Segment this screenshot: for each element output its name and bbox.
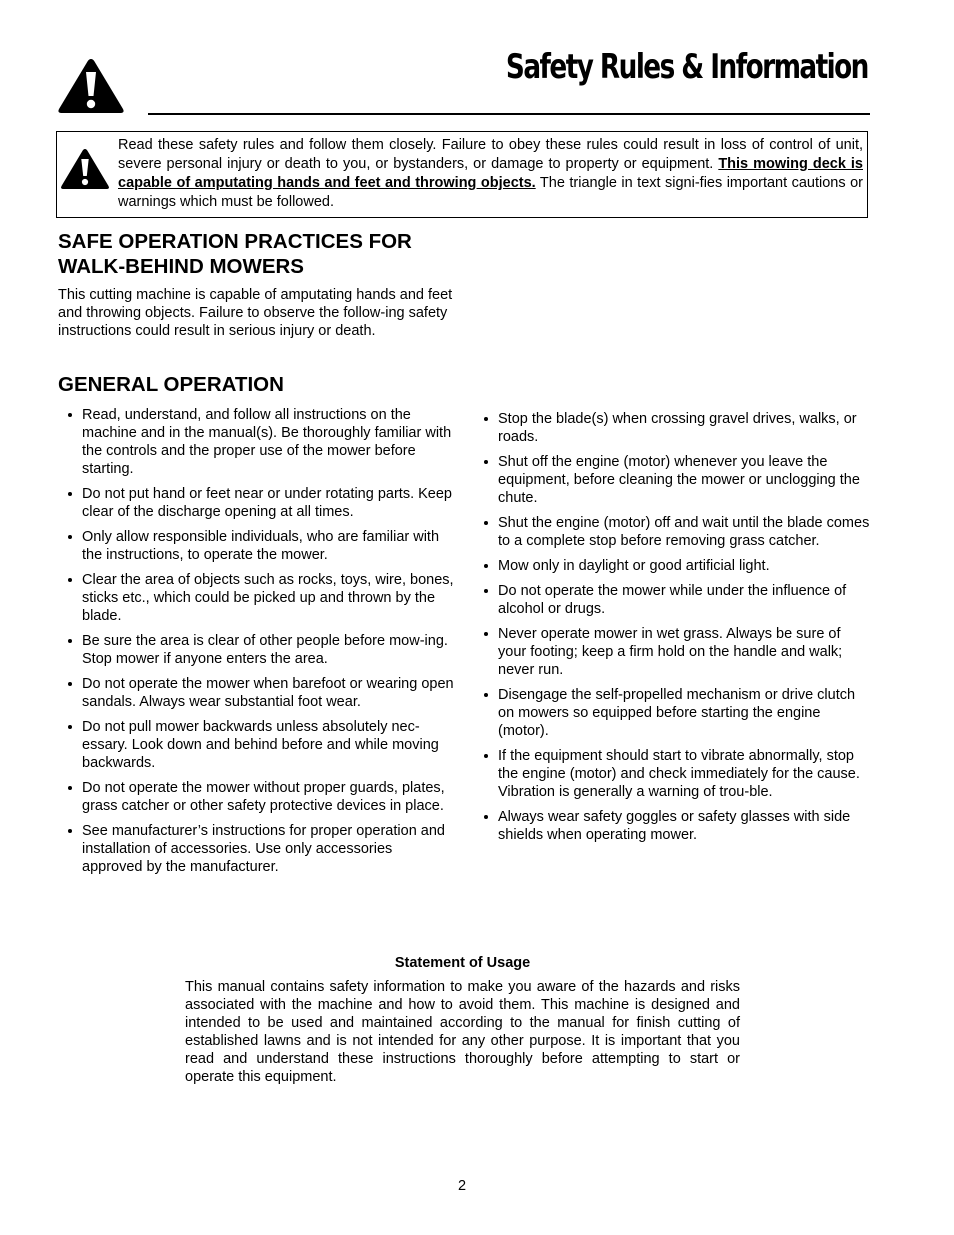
list-item: Never operate mower in wet grass. Always be sure of your footing; keep a firm hold on the handle and walk; never run.	[484, 625, 870, 679]
warning-triangle-icon	[59, 146, 111, 192]
list-item: Shut off the engine (motor) whenever you leave the equipment, before cleaning the mower or unclogging the chute.	[484, 453, 870, 507]
list-item: Disengage the self-propelled mechanism or drive clutch on mowers so equipped before starting the engine (motor).	[484, 686, 870, 740]
list-item: See manufacturer’s instructions for proper operation and installation of accessories. Use only accessories approved by the manufacturer.	[68, 822, 454, 876]
list-item: Clear the area of objects such as rocks, toys, wire, bones, sticks etc., which could be picked up and thrown by the blade.	[68, 571, 454, 625]
warning-emphasis: This mowing deck is capable of amputating hands and feet and throwing objects.	[118, 156, 863, 191]
header-rule	[148, 113, 870, 115]
list-item: If the equipment should start to vibrate abnormally, stop the engine (motor) and check immediately for the cause. Vibration is generally a warning of trou-ble.	[484, 747, 870, 801]
list-item: Only allow responsible individuals, who are familiar with the instructions, to operate the mower.	[68, 528, 454, 564]
warning-text	[118, 136, 863, 212]
statement-body: This manual contains safety information to make you aware of the hazards and risks associated with the machine and how to avoid them. This machine is designed and intended to be used and maintained according to the manual for finish cutting of established lawns and is not intended for any other purpose. It is important that you read and understand these instructions thoroughly before attempting to start or operate this equipment.	[185, 979, 740, 1085]
list-item: Do not operate the mower while under the influence of alcohol or drugs.	[484, 582, 870, 618]
warning-triangle-icon	[56, 56, 126, 116]
statement-title: Statement of Usage	[394, 955, 531, 971]
warning-text-end: The triangle in text signi-fies important cautions or warnings which must be followed.	[118, 175, 863, 210]
list-item: Be sure the area is clear of other people before mow-ing. Stop mower if anyone enters the area.	[68, 632, 454, 668]
section-heading-safe-operation: SAFE OPERATION PRACTICES FOR WALK-BEHIND MOWERS	[58, 230, 412, 278]
page-number: 2	[457, 1178, 467, 1194]
list-item: Do not pull mower backwards unless absolutely nec-essary. Look down and behind before and while moving backwards.	[68, 718, 454, 772]
list-item: Always wear safety goggles or safety glasses with side shields when operating mower.	[484, 808, 870, 844]
bullet-list-left	[68, 406, 454, 883]
page-title: Safety Rules & Information	[506, 47, 868, 87]
list-item: Do not operate the mower without proper guards, plates, grass catcher or other safety protective devices in place.	[68, 779, 454, 815]
warning-box	[56, 131, 868, 218]
list-item: Stop the blade(s) when crossing gravel drives, walks, or roads.	[484, 410, 870, 446]
list-item: Do not put hand or feet near or under rotating parts. Keep clear of the discharge opening at all times.	[68, 485, 454, 521]
section-heading-general-operation: GENERAL OPERATION	[58, 373, 284, 396]
list-item: Mow only in daylight or good artificial light.	[484, 557, 870, 575]
intro-paragraph: This cutting machine is capable of amputating hands and feet and throwing objects. Failure to observe the follow-ing safety instructions could result in serious injury or death.	[58, 287, 453, 339]
list-item: Read, understand, and follow all instructions on the machine and in the manual(s). Be thoroughly familiar with the controls and the proper use of the mower before starting.	[68, 406, 454, 478]
bullet-list-right	[484, 410, 870, 851]
list-item: Do not operate the mower when barefoot or wearing open sandals. Always wear substantial foot wear.	[68, 675, 454, 711]
warning-text-start: Read these safety rules and follow them closely. Failure to obey these rules could result in loss of control of unit, severe personal injury or death to you, or bystanders, or damage to property or equipment.	[118, 137, 863, 172]
list-item: Shut the engine (motor) off and wait until the blade comes to a complete stop before removing grass catcher.	[484, 514, 870, 550]
